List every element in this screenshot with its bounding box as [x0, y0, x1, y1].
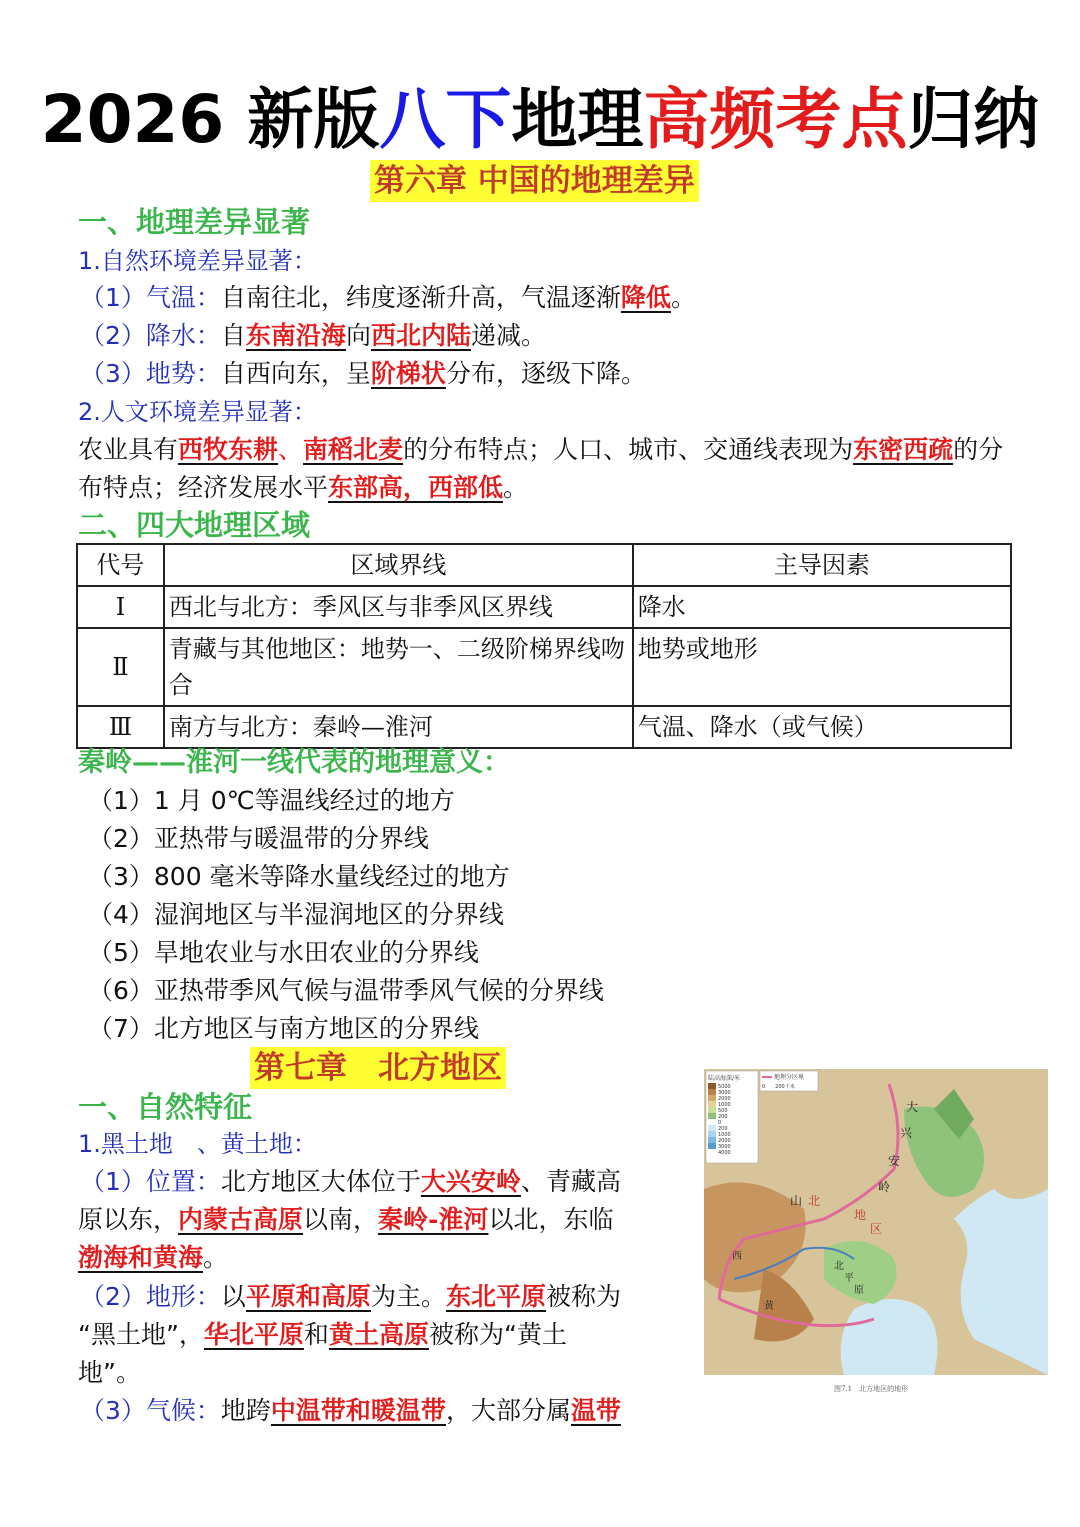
elev-label: 3000	[718, 1144, 731, 1150]
title-end: 归纳	[907, 81, 1040, 158]
item-text: 北方地区大体位于	[220, 1167, 421, 1196]
subheading-human: 2.人文环境差异显著：	[78, 398, 317, 426]
elev-label: 3000	[718, 1090, 731, 1096]
map-label: 原	[854, 1285, 864, 1296]
terrain-line-3	[78, 1354, 141, 1392]
title-grade: 八下	[379, 81, 512, 158]
item-text: 地”。	[78, 1358, 141, 1387]
map-caption: 图7.1 北方地区的地形	[834, 1385, 909, 1393]
item-label: （1）位置：	[80, 1167, 221, 1196]
item-text: 递减。	[470, 321, 546, 350]
item-text: 。	[203, 1243, 229, 1272]
section-heading-differences: 一、地理差异显著	[78, 205, 311, 239]
keyword: 秦岭-淮河	[378, 1205, 489, 1234]
map-label: 北	[808, 1194, 821, 1208]
para-text: 。	[503, 473, 529, 502]
map-label: 西	[732, 1251, 742, 1262]
significance-item: （5）旱地农业与水田农业的分界线	[88, 938, 479, 967]
item-text: 被称为“黄土	[428, 1320, 567, 1349]
map-label: 区	[870, 1222, 883, 1236]
title-highlight: 高频考点	[643, 81, 908, 158]
map-boundary-legend: 地理分区界	[774, 1074, 805, 1081]
keyword: 内蒙古高原	[178, 1205, 304, 1234]
qinling-heading: 秦岭——淮河一线代表的地理意义：	[78, 747, 510, 778]
significance-item: （3）800 毫米等降水量线经过的地方	[88, 862, 510, 891]
chapter-seven-title: 第七章 北方地区	[250, 1047, 506, 1089]
keyword: 西牧东耕	[178, 435, 279, 464]
table-row	[77, 628, 1011, 706]
natural-item-terrain	[80, 355, 646, 393]
item-text: 自西向东，呈	[220, 359, 371, 388]
table-header-cell: 主导因素	[633, 544, 1011, 586]
location-line-1	[80, 1163, 621, 1201]
item-text: 和	[303, 1320, 329, 1349]
item-text: ，大部分属	[445, 1396, 571, 1425]
map-label: 兴	[900, 1126, 913, 1140]
page-title	[0, 78, 1080, 162]
elev-label: 200	[718, 1126, 728, 1132]
map-label: 地	[854, 1208, 867, 1222]
item-text: 自南往北，纬度逐渐升高，气温逐渐	[220, 283, 621, 312]
map-label: 黄	[764, 1301, 774, 1312]
table-row	[77, 586, 1011, 628]
item-text: 以	[220, 1282, 246, 1311]
elev-label: 0	[718, 1120, 722, 1126]
keyword: 阶梯状	[370, 359, 446, 388]
keyword: 西北内陆	[370, 321, 471, 350]
table-cell: 南方与北方：秦岭—淮河	[164, 706, 633, 748]
item-label: （2）地形：	[80, 1282, 221, 1311]
para-text: 、	[278, 435, 304, 464]
table-header-cell: 代号	[77, 544, 164, 586]
significance-item: （2）亚热带与暖温带的分界线	[88, 824, 429, 853]
natural-item-temperature	[80, 279, 696, 317]
keyword: 大兴安岭	[420, 1167, 521, 1196]
keyword: 华北平原	[203, 1320, 304, 1349]
map-label: 山	[790, 1194, 803, 1208]
keyword: 南稻北麦	[303, 435, 404, 464]
chapter-six-title: 第六章 中国的地理差异	[370, 160, 699, 202]
elev-label: 200	[718, 1114, 728, 1120]
table-cell: 气温、降水（或气候）	[633, 706, 1011, 748]
item-text: 。	[670, 283, 696, 312]
keyword: 中温带和暖温带	[270, 1396, 446, 1425]
elev-label: 4000	[718, 1150, 731, 1156]
item-text: 以北，东临	[488, 1205, 614, 1234]
item-text: 被称为	[545, 1282, 621, 1311]
item-label: （3）地势：	[80, 359, 221, 388]
item-label: （1）气温：	[80, 283, 221, 312]
north-china-terrain-map	[704, 1069, 1048, 1397]
elev-label: 2000	[718, 1096, 731, 1102]
item-text: 、青藏高	[520, 1167, 621, 1196]
item-text: 地跨	[220, 1396, 271, 1425]
item-text: 以南，	[303, 1205, 379, 1234]
map-label: 平	[844, 1273, 854, 1284]
map-elevation-title: 陆高海深/米	[708, 1075, 741, 1082]
terrain-line-2	[78, 1316, 567, 1354]
para-text: 的分布特点；人口、城市、交通线表现为	[403, 435, 854, 464]
significance-item: （7）北方地区与南方地区的分界线	[88, 1014, 479, 1043]
subheading-black-yellow-land: 1.黑土地 、黄土地：	[78, 1130, 317, 1158]
table-cell: 地势或地形	[633, 628, 1011, 706]
title-year: 2026 新版	[40, 81, 380, 158]
regions-table	[76, 543, 1012, 749]
table-header-row	[77, 544, 1011, 586]
significance-item: （4）湿润地区与半湿润地区的分界线	[88, 900, 504, 929]
significance-item: （1）1 月 0℃等温线经过的地方	[88, 786, 455, 815]
keyword: 降低	[620, 283, 671, 312]
table-cell: 西北与北方：季风区与非季风区界线	[164, 586, 633, 628]
keyword: 东南沿海	[245, 321, 346, 350]
map-label: 大	[906, 1100, 919, 1114]
title-subject: 地理	[511, 81, 644, 158]
table-cell: 青藏与其他地区：地势一、二级阶梯界线吻合	[164, 628, 633, 706]
terrain-line-1	[80, 1278, 621, 1316]
map-label: 岭	[878, 1180, 891, 1194]
item-text: 分布，逐级下降。	[445, 359, 646, 388]
para-text: 农业具有	[78, 435, 179, 464]
item-label: （2）降水：	[80, 321, 221, 350]
location-line-2	[78, 1201, 613, 1239]
table-row	[77, 706, 1011, 748]
natural-item-precipitation	[80, 317, 546, 355]
item-text: 原以东，	[78, 1205, 179, 1234]
keyword: 平原和高原	[245, 1282, 371, 1311]
item-text: 为主。	[370, 1282, 446, 1311]
para-text: 的分布特点；经济发展水平	[78, 435, 1004, 502]
section-heading-regions: 二、四大地理区域	[78, 508, 311, 542]
section-heading-natural-features: 一、自然特征	[78, 1090, 253, 1124]
human-environment-paragraph	[78, 431, 1008, 507]
keyword: 东北平原	[445, 1282, 546, 1311]
elev-label: 1000	[718, 1132, 731, 1138]
table-header-cell: 区域界线	[164, 544, 633, 586]
table-cell: 降水	[633, 586, 1011, 628]
item-label: （3）气候：	[80, 1396, 221, 1425]
keyword: 温带	[570, 1396, 621, 1425]
map-label: 安	[888, 1154, 901, 1168]
keyword: 渤海和黄海	[78, 1243, 204, 1272]
significance-item: （6）亚热带季风气候与温带季风气候的分界线	[88, 976, 604, 1005]
table-cell: Ⅰ	[77, 586, 164, 628]
item-text: 自	[220, 321, 246, 350]
map-label: 北	[834, 1261, 844, 1272]
keyword: 东部高，西部低	[328, 473, 504, 502]
item-text: 向	[345, 321, 371, 350]
item-text: “黑土地”，	[78, 1320, 204, 1349]
subheading-natural: 1.自然环境差异显著：	[78, 247, 317, 275]
location-line-3	[78, 1239, 228, 1277]
keyword: 黄土高原	[328, 1320, 429, 1349]
elev-label: 500	[718, 1108, 728, 1114]
elev-label: 1000	[718, 1102, 731, 1108]
elev-label: 2000	[718, 1138, 731, 1144]
climate-line	[80, 1392, 621, 1430]
table-cell: Ⅲ	[77, 706, 164, 748]
elev-label: 5000	[718, 1084, 731, 1090]
keyword: 东密西疏	[853, 435, 954, 464]
table-cell: Ⅱ	[77, 628, 164, 706]
map-scale: 0 200千米	[762, 1084, 795, 1090]
